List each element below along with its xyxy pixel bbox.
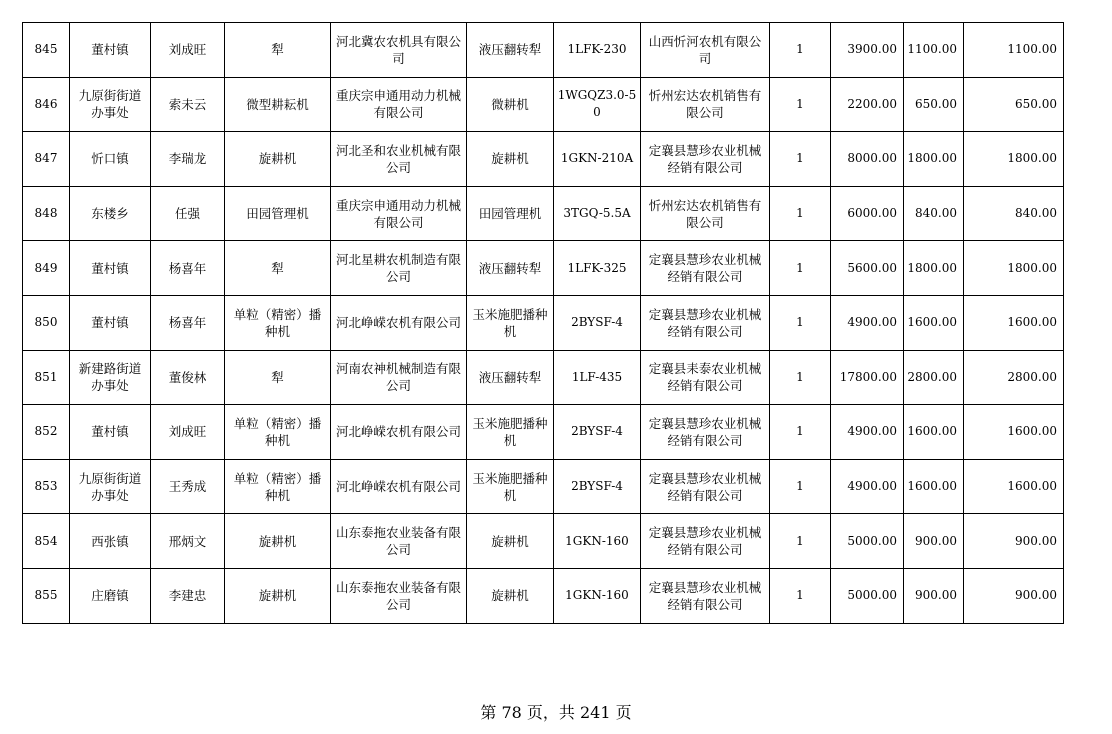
- buyer-name-cell: 刘成旺: [151, 405, 225, 460]
- machine-category-cell: 微型耕耘机: [225, 77, 331, 132]
- manufacturer-cell: 河南农神机械制造有限公司: [331, 350, 467, 405]
- price-cell: 4900.00: [831, 295, 904, 350]
- total-subsidy-cell: 900.00: [964, 514, 1064, 569]
- subsidy-cell: 900.00: [904, 514, 964, 569]
- town-cell: 东楼乡: [70, 186, 151, 241]
- total-subsidy-cell: 2800.00: [964, 350, 1064, 405]
- manufacturer-cell: 重庆宗申通用动力机械有限公司: [331, 186, 467, 241]
- price-cell: 5600.00: [831, 241, 904, 296]
- buyer-name-cell: 李建忠: [151, 568, 225, 623]
- subsidy-cell: 1100.00: [904, 23, 964, 78]
- row-number: 845: [23, 23, 70, 78]
- town-cell: 董村镇: [70, 405, 151, 460]
- dealer-cell: 山西忻河农机有限公司: [641, 23, 770, 78]
- manufacturer-cell: 河北冀农农机具有限公司: [331, 23, 467, 78]
- buyer-name-cell: 索未云: [151, 77, 225, 132]
- machine-category-cell: 旋耕机: [225, 514, 331, 569]
- total-subsidy-cell: 1600.00: [964, 405, 1064, 460]
- quantity-cell: 1: [770, 568, 831, 623]
- subsidy-cell: 1600.00: [904, 405, 964, 460]
- subsidy-table: [22, 22, 1064, 624]
- table-row: [23, 132, 1064, 187]
- table-row: [23, 514, 1064, 569]
- product-name-cell: 微耕机: [467, 77, 554, 132]
- total-subsidy-cell: 1800.00: [964, 241, 1064, 296]
- row-number: 853: [23, 459, 70, 514]
- machine-category-cell: 单粒（精密）播种机: [225, 295, 331, 350]
- machine-category-cell: 田园管理机: [225, 186, 331, 241]
- quantity-cell: 1: [770, 405, 831, 460]
- model-cell: 1LF-435: [554, 350, 641, 405]
- price-cell: 3900.00: [831, 23, 904, 78]
- row-number: 855: [23, 568, 70, 623]
- table-body: [23, 23, 1064, 624]
- quantity-cell: 1: [770, 514, 831, 569]
- model-cell: 1GKN-210A: [554, 132, 641, 187]
- machine-category-cell: 犁: [225, 350, 331, 405]
- dealer-cell: 定襄县慧珍农业机械经销有限公司: [641, 295, 770, 350]
- product-name-cell: 玉米施肥播种机: [467, 459, 554, 514]
- price-cell: 2200.00: [831, 77, 904, 132]
- buyer-name-cell: 邢炳文: [151, 514, 225, 569]
- buyer-name-cell: 李瑞龙: [151, 132, 225, 187]
- town-cell: 九原街街道办事处: [70, 459, 151, 514]
- town-cell: 董村镇: [70, 295, 151, 350]
- town-cell: 董村镇: [70, 241, 151, 296]
- dealer-cell: 定襄县慧珍农业机械经销有限公司: [641, 568, 770, 623]
- dealer-cell: 定襄县耒泰农业机械经销有限公司: [641, 350, 770, 405]
- table-row: [23, 459, 1064, 514]
- price-cell: 17800.00: [831, 350, 904, 405]
- buyer-name-cell: 董俊林: [151, 350, 225, 405]
- quantity-cell: 1: [770, 295, 831, 350]
- machine-category-cell: 旋耕机: [225, 568, 331, 623]
- row-number: 854: [23, 514, 70, 569]
- product-name-cell: 旋耕机: [467, 568, 554, 623]
- model-cell: 1WGQZ3.0-50: [554, 77, 641, 132]
- manufacturer-cell: 河北星耕农机制造有限公司: [331, 241, 467, 296]
- dealer-cell: 定襄县慧珍农业机械经销有限公司: [641, 405, 770, 460]
- quantity-cell: 1: [770, 241, 831, 296]
- subsidy-cell: 840.00: [904, 186, 964, 241]
- model-cell: 2BYSF-4: [554, 405, 641, 460]
- town-cell: 九原街街道办事处: [70, 77, 151, 132]
- model-cell: 2BYSF-4: [554, 295, 641, 350]
- model-cell: 2BYSF-4: [554, 459, 641, 514]
- buyer-name-cell: 杨喜年: [151, 295, 225, 350]
- price-cell: 4900.00: [831, 459, 904, 514]
- dealer-cell: 定襄县慧珍农业机械经销有限公司: [641, 241, 770, 296]
- town-cell: 庄磨镇: [70, 568, 151, 623]
- subsidy-cell: 1600.00: [904, 295, 964, 350]
- row-number: 850: [23, 295, 70, 350]
- machine-category-cell: 犁: [225, 241, 331, 296]
- machine-category-cell: 旋耕机: [225, 132, 331, 187]
- manufacturer-cell: 重庆宗申通用动力机械有限公司: [331, 77, 467, 132]
- table-row: [23, 405, 1064, 460]
- dealer-cell: 定襄县慧珍农业机械经销有限公司: [641, 514, 770, 569]
- buyer-name-cell: 刘成旺: [151, 23, 225, 78]
- quantity-cell: 1: [770, 186, 831, 241]
- town-cell: 西张镇: [70, 514, 151, 569]
- model-cell: 1GKN-160: [554, 514, 641, 569]
- row-number: 848: [23, 186, 70, 241]
- manufacturer-cell: 山东泰拖农业装备有限公司: [331, 514, 467, 569]
- table-row: [23, 350, 1064, 405]
- quantity-cell: 1: [770, 132, 831, 187]
- row-number: 849: [23, 241, 70, 296]
- dealer-cell: 定襄县慧珍农业机械经销有限公司: [641, 459, 770, 514]
- dealer-cell: 忻州宏达农机销售有限公司: [641, 77, 770, 132]
- buyer-name-cell: 杨喜年: [151, 241, 225, 296]
- manufacturer-cell: 河北峥嵘农机有限公司: [331, 405, 467, 460]
- table-row: [23, 295, 1064, 350]
- buyer-name-cell: 任强: [151, 186, 225, 241]
- dealer-cell: 忻州宏达农机销售有限公司: [641, 186, 770, 241]
- table-row: [23, 77, 1064, 132]
- product-name-cell: 田园管理机: [467, 186, 554, 241]
- row-number: 852: [23, 405, 70, 460]
- table-row: [23, 23, 1064, 78]
- town-cell: 忻口镇: [70, 132, 151, 187]
- machine-category-cell: 单粒（精密）播种机: [225, 459, 331, 514]
- price-cell: 4900.00: [831, 405, 904, 460]
- product-name-cell: 液压翻转犁: [467, 241, 554, 296]
- row-number: 851: [23, 350, 70, 405]
- product-name-cell: 液压翻转犁: [467, 350, 554, 405]
- page-number-footer: 第 78 页，共 241 页: [480, 703, 632, 722]
- table-row: [23, 186, 1064, 241]
- model-cell: 3TGQ-5.5A: [554, 186, 641, 241]
- price-cell: 6000.00: [831, 186, 904, 241]
- row-number: 847: [23, 132, 70, 187]
- price-cell: 5000.00: [831, 568, 904, 623]
- model-cell: 1GKN-160: [554, 568, 641, 623]
- product-name-cell: 旋耕机: [467, 132, 554, 187]
- subsidy-cell: 650.00: [904, 77, 964, 132]
- quantity-cell: 1: [770, 350, 831, 405]
- product-name-cell: 旋耕机: [467, 514, 554, 569]
- total-subsidy-cell: 1800.00: [964, 132, 1064, 187]
- total-subsidy-cell: 1600.00: [964, 459, 1064, 514]
- model-cell: 1LFK-325: [554, 241, 641, 296]
- model-cell: 1LFK-230: [554, 23, 641, 78]
- product-name-cell: 玉米施肥播种机: [467, 295, 554, 350]
- product-name-cell: 液压翻转犁: [467, 23, 554, 78]
- price-cell: 8000.00: [831, 132, 904, 187]
- table-row: [23, 241, 1064, 296]
- manufacturer-cell: 河北峥嵘农机有限公司: [331, 295, 467, 350]
- price-cell: 5000.00: [831, 514, 904, 569]
- manufacturer-cell: 河北圣和农业机械有限公司: [331, 132, 467, 187]
- manufacturer-cell: 河北峥嵘农机有限公司: [331, 459, 467, 514]
- quantity-cell: 1: [770, 23, 831, 78]
- total-subsidy-cell: 1100.00: [964, 23, 1064, 78]
- subsidy-cell: 900.00: [904, 568, 964, 623]
- town-cell: 新建路街道办事处: [70, 350, 151, 405]
- subsidy-cell: 2800.00: [904, 350, 964, 405]
- buyer-name-cell: 王秀成: [151, 459, 225, 514]
- machine-category-cell: 犁: [225, 23, 331, 78]
- subsidy-cell: 1800.00: [904, 132, 964, 187]
- town-cell: 董村镇: [70, 23, 151, 78]
- manufacturer-cell: 山东泰拖农业装备有限公司: [331, 568, 467, 623]
- quantity-cell: 1: [770, 459, 831, 514]
- total-subsidy-cell: 650.00: [964, 77, 1064, 132]
- total-subsidy-cell: 840.00: [964, 186, 1064, 241]
- machine-category-cell: 单粒（精密）播种机: [225, 405, 331, 460]
- dealer-cell: 定襄县慧珍农业机械经销有限公司: [641, 132, 770, 187]
- subsidy-cell: 1600.00: [904, 459, 964, 514]
- row-number: 846: [23, 77, 70, 132]
- total-subsidy-cell: 900.00: [964, 568, 1064, 623]
- total-subsidy-cell: 1600.00: [964, 295, 1064, 350]
- product-name-cell: 玉米施肥播种机: [467, 405, 554, 460]
- table-row: [23, 568, 1064, 623]
- subsidy-cell: 1800.00: [904, 241, 964, 296]
- quantity-cell: 1: [770, 77, 831, 132]
